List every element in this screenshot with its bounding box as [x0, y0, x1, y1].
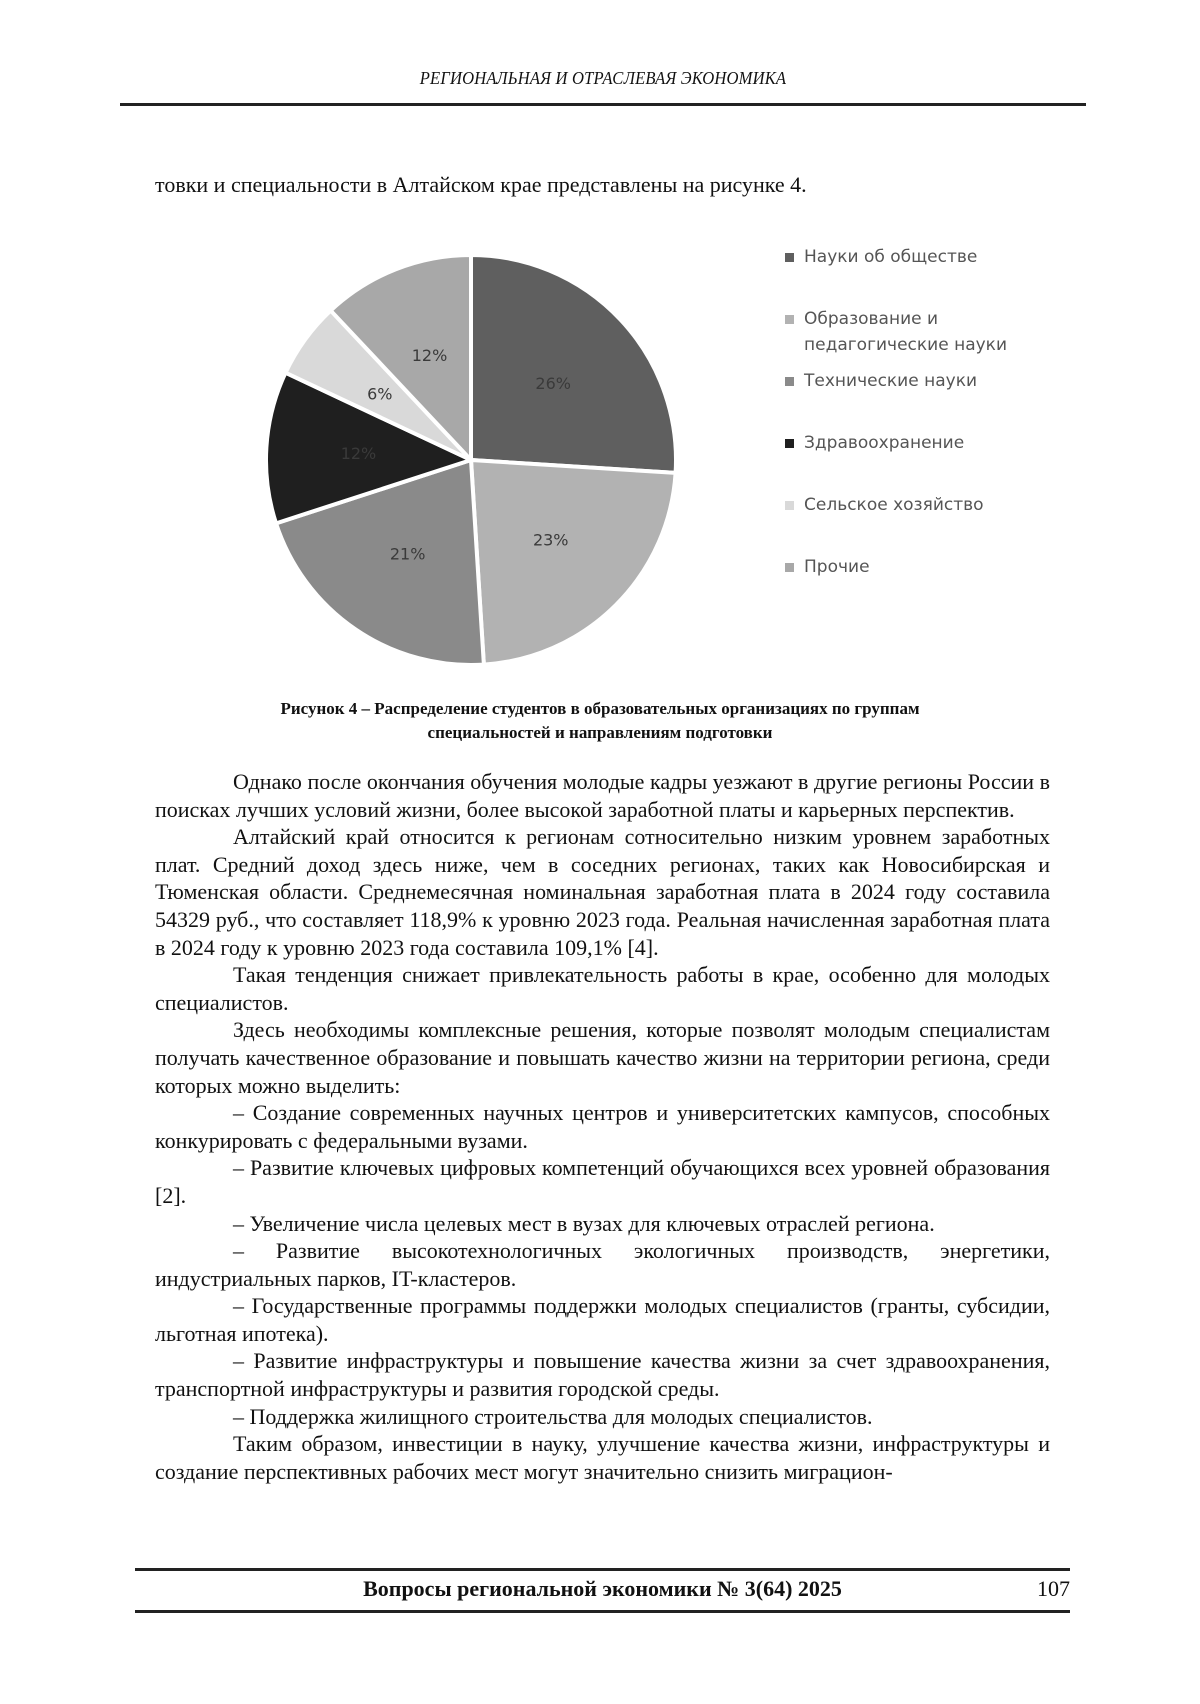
slice-label: 26%	[535, 373, 571, 393]
page-number: 107	[1037, 1576, 1070, 1601]
legend-swatch	[785, 501, 794, 510]
paragraph: Алтайский край относится к регионам сотносительно низким уровнем заработных плат. Средний доход здесь ниже, чем в соседних регионах, таких как Новосибирская и Тюменская области. Среднемесячная номинальная заработная плата в 2024 году составила 54329 руб., что составляет 118,9% к уровню 2023 года. Реальная начисленная заработная плата в 2024 году к уровню 2023 года составила 109,1% [4].	[155, 824, 1050, 960]
list-item: – Государственные программы поддержки молодых специалистов (гранты, субсидии, льготная ипотека).	[155, 1293, 1050, 1346]
pie-chart	[240, 240, 1040, 680]
legend-item	[785, 306, 1007, 358]
legend-label: Технические науки	[804, 371, 978, 391]
slice-label: 6%	[367, 384, 393, 404]
pie-plot	[240, 240, 720, 680]
legend-label: Сельское хозяйство	[804, 495, 984, 515]
body-text	[155, 768, 1050, 1485]
paragraph: Однако после окончания обучения молодые кадры уезжают в другие регионы России в поисках лучших условий жизни, более высокой заработной платы и карьерных перспектив.	[155, 769, 1050, 822]
paragraph: Такая тенденция снижает привлекательность работы в крае, особенно для молодых специалистов.	[155, 962, 1050, 1015]
legend-swatch	[785, 377, 794, 386]
list-item: – Развитие высокотехнологичных экологичных производств, энергетики, индустриальных парков, IT-кластеров.	[155, 1238, 1050, 1291]
legend-label: Здравоохранение	[804, 433, 965, 453]
intro-text: товки и специальности в Алтайском крае представлены на рисунке 4.	[155, 172, 807, 197]
list-item: – Развитие ключевых цифровых компетенций обучающихся всех уровней образования [2].	[155, 1155, 1050, 1208]
caption-line-1: Рисунок 4 – Распределение студентов в образовательных организациях по группам	[280, 699, 920, 718]
legend-label: Прочие	[804, 557, 870, 577]
legend-item	[785, 554, 870, 580]
journal-title: Вопросы региональной экономики № 3(64) 2025	[363, 1576, 842, 1601]
slice-label: 23%	[532, 530, 569, 550]
footer-rule-top	[135, 1568, 1070, 1571]
list-item: – Увеличение числа целевых мест в вузах для ключевых отраслей региона.	[233, 1210, 935, 1236]
paragraph: Здесь необходимы комплексные решения, которые позволят молодым специалистам получать качественное образование и повышать качество жизни на территории региона, среди которых можно выделить:	[155, 1017, 1050, 1098]
legend-swatch	[785, 439, 794, 448]
caption-line-2: специальностей и направлениям подготовки	[427, 723, 773, 742]
slice-label: 12%	[340, 443, 377, 463]
slice-label: 21%	[389, 544, 426, 564]
legend-item	[785, 430, 964, 456]
legend-item	[785, 244, 977, 270]
paragraph: Таким образом, инвестиции в науку, улучшение качества жизни, инфраструктуры и создание перспективных рабочих мест могут значительно снизить миграцион-	[155, 1431, 1050, 1484]
legend-swatch	[785, 563, 794, 572]
list-item: – Создание современных научных центров и университетских кампусов, способных конкурировать с федеральными вузами.	[155, 1100, 1050, 1153]
legend-item	[785, 492, 984, 518]
slice-label: 12%	[411, 346, 448, 366]
legend-label: Образование и педагогические науки	[804, 309, 1007, 355]
legend-swatch	[785, 315, 794, 324]
figure-caption	[140, 697, 1060, 745]
running-title: РЕГИОНАЛЬНАЯ И ОТРАСЛЕВАЯ ЭКОНОМИКА	[419, 68, 787, 88]
legend-item	[785, 368, 977, 394]
footer-rule-bottom	[135, 1610, 1070, 1613]
legend-label: Науки об обществе	[804, 247, 978, 267]
pie-slice	[471, 460, 676, 665]
header-rule	[120, 103, 1086, 106]
list-item: – Поддержка жилищного строительства для молодых специалистов.	[233, 1403, 873, 1429]
list-item: – Развитие инфраструктуры и повышение качества жизни за счет здравоохранения, транспортной инфраструктуры и развития городской среды.	[155, 1348, 1050, 1402]
pie-slice	[471, 255, 676, 473]
legend-swatch	[785, 253, 794, 262]
